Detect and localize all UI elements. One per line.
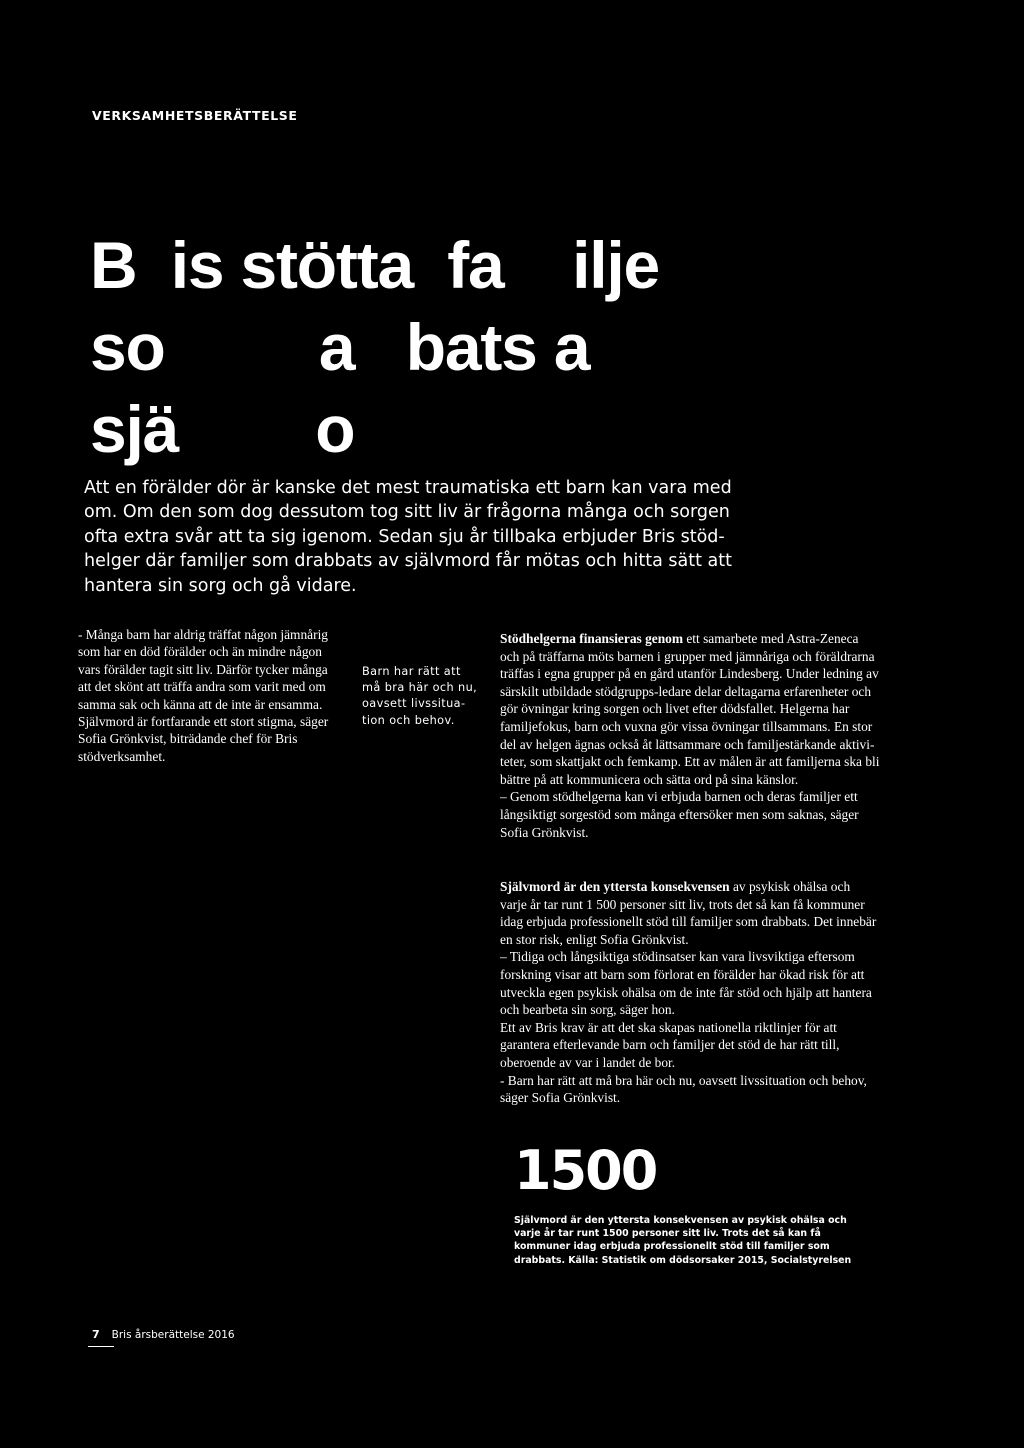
section-1-quote: – Genom stödhelgerna kan vi erbjuda barnen och deras familjer ett långsiktigt sorgestöd som många eftersöker men som saknas, säger Sofia Grönkvist. bbox=[500, 789, 859, 840]
stat-number: 1500 bbox=[514, 1139, 657, 1202]
section-2-closing: - Barn har rätt att må bra här och nu, oavsett livssituation och behov, säger Sofia Grönkvist. bbox=[500, 1072, 867, 1106]
left-column-text: - Många barn har aldrig träffat någon jämnårig som har en död förälder och än mindre någon vars förälder tagit sitt liv. Därför tycker många att det skönt att träffa andra som varit med om samma sak och känna att de inte är ensamma. Självmord är fortfarande ett stort stigma, säger Sofia Grönkvist, biträdande chef för Bris stödverksamhet. bbox=[78, 627, 329, 764]
section-2-paragraph bbox=[500, 878, 880, 948]
stat-caption: Självmord är den yttersta konsekvensen av psykisk ohälsa och varje år tar runt 1500 personer sitt liv. Trots det så kan få kommuner idag erbjuda professionellt stöd till familjer som drabbats. Källa: Statistik om dödsorsaker 2015, Socialstyrelsen bbox=[514, 1215, 852, 1266]
intro-paragraph: Att en förälder dör är kanske det mest traumatiska ett barn kan vara med om. Om den som dog dessutom tog sitt liv är frågorna många och sorgen ofta extra svår att ta sig igenom. Sedan sju år tillbaka erbjuder Bris stöd-helger där familjer som drabbats av självmord får mötas och hitta sätt att hantera sin sorg och gå vidare. bbox=[84, 478, 732, 596]
page-footer bbox=[92, 1328, 235, 1341]
footer-divider bbox=[88, 1346, 114, 1347]
headline-line-2: so a bats a bbox=[90, 310, 590, 384]
headline-line-1: B is stötta fa ilje bbox=[90, 228, 660, 302]
right-column-section-2 bbox=[500, 878, 880, 1107]
section-1-paragraph bbox=[500, 630, 880, 788]
publication-title: Bris årsberättelse 2016 bbox=[111, 1329, 235, 1341]
section-2-body: av psykisk ohälsa och varje år tar runt 1 500 personer sitt liv, trots det så kan få kommuner idag erbjuda professionellt stöd till familjer som drabbats. Det innebär en stor risk, enligt Sofia Grönkvist. bbox=[500, 879, 877, 947]
section-1-body: ett samarbete med Astra-Zeneca och på träffarna möts barnen i grupper med jämnåriga och föräldrarna träffas i egna grupper på en gård utanför Lindesberg. Under ledning av särskilt utbildade stödgrupps-ledare delar deltagarna erfarenheter och gör övningar kring sorgen och livet efter dödsfallet. Helgerna har familjefokus, barn och vuxna gör vissa övningar tillsammans. En stor del av helgen ägnas också åt lättsammare och familjestärkande aktivi-teter, som skattjakt och femkamp. Ett av målen är att familjerna ska bli bättre på att kommunicera och sätta ord på sina känslor. bbox=[500, 631, 880, 787]
section-2-para: Ett av Bris krav är att det ska skapas nationella riktlinjer för att garantera efterlevande barn och familjer det stöd de har rätt till, oberoende av var i landet de bor. bbox=[500, 1019, 840, 1070]
right-column-section-1 bbox=[500, 630, 880, 841]
headline-line-3: sjä o bbox=[90, 392, 355, 466]
page-number: 7 bbox=[92, 1328, 100, 1341]
section-2-quote: – Tidiga och långsiktiga stödinsatser kan vara livsviktiga eftersom forskning visar att barn som förlorat en förälder har ökad risk för att utveckla egen psykisk ohälsa om de inte får stöd och hjälp att hantera och bearbeta sin sorg, säger hon. bbox=[500, 949, 872, 1018]
section-2-lead: Självmord är den yttersta konsekvensen bbox=[500, 879, 730, 894]
section-label: VERKSAMHETSBERÄTTELSE bbox=[92, 108, 298, 123]
section-1-lead: Stödhelgerna finansieras genom bbox=[500, 631, 684, 646]
pull-quote: Barn har rätt att må bra här och nu, oavsett livssitua-tion och behov. bbox=[362, 665, 478, 727]
